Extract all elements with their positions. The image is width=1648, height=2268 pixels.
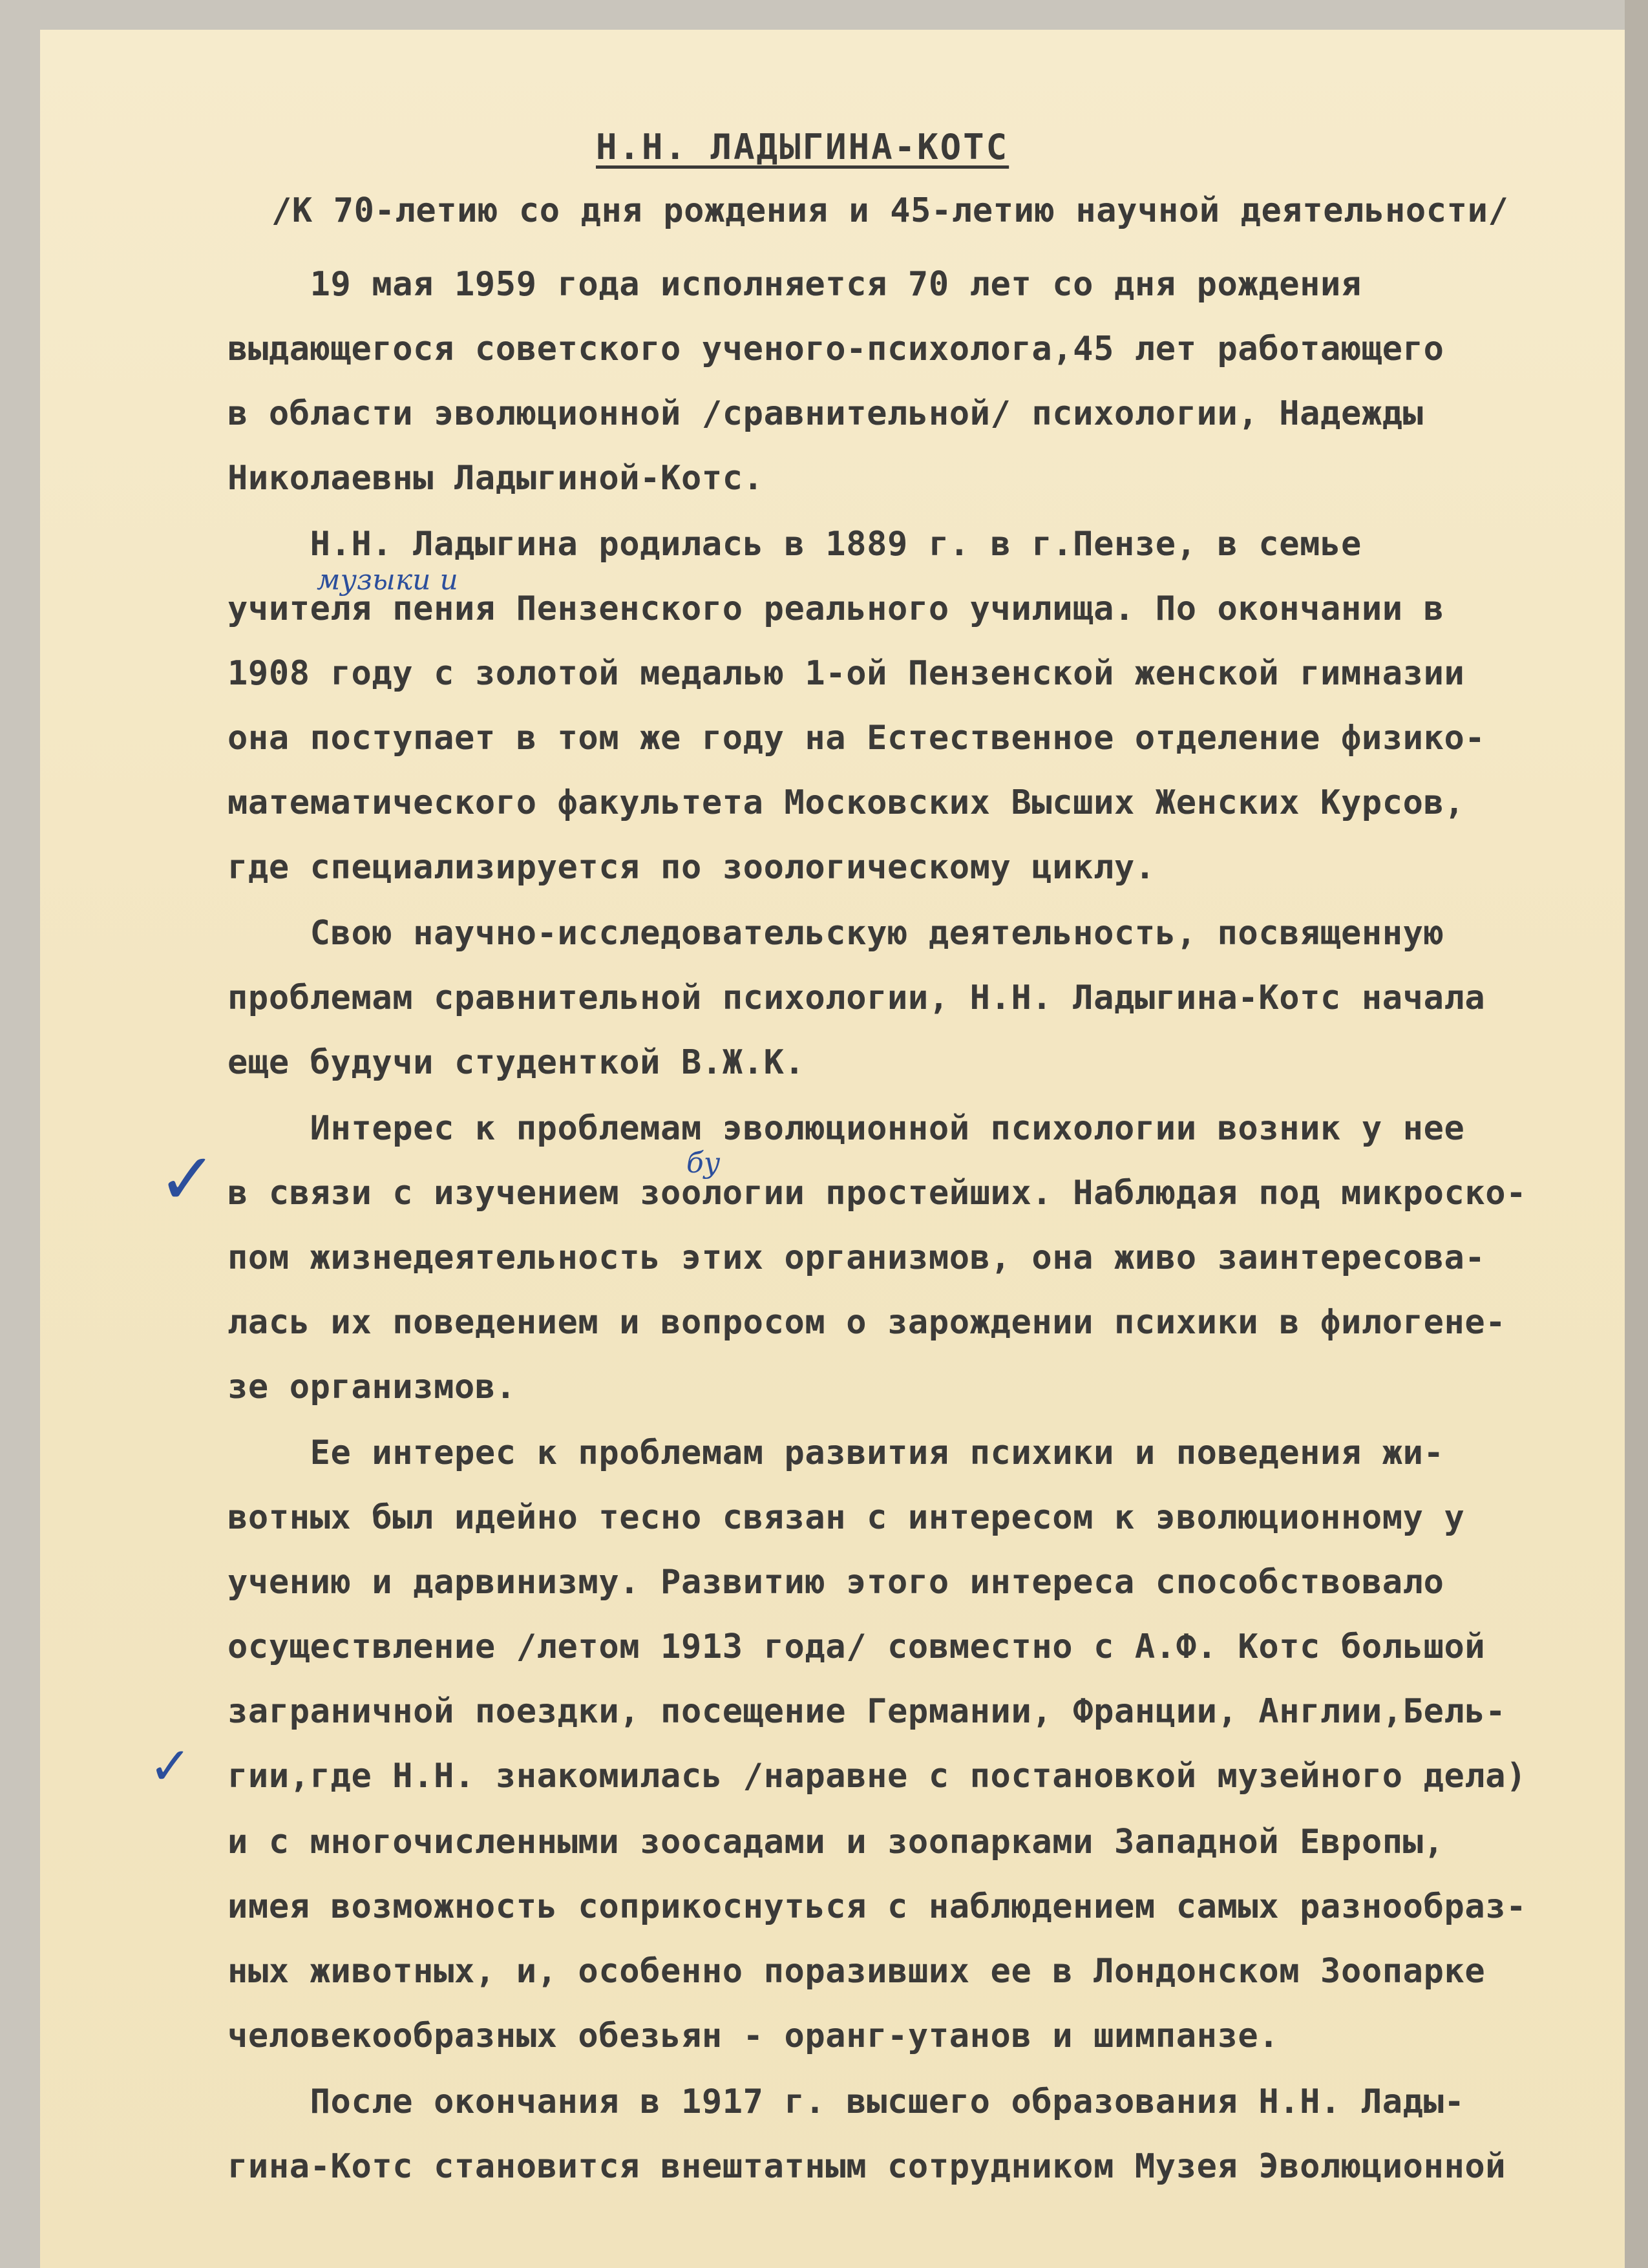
- text-line: Ее интерес к проблемам развития психики и поведения жи-: [227, 1434, 1444, 1472]
- text-line: лась их поведением и вопросом о зарождении психики в филогене-: [227, 1303, 1506, 1342]
- text-line: математического факультета Московских Высших Женских Курсов,: [227, 783, 1465, 822]
- handwritten-correction: бу: [686, 1147, 721, 1180]
- text-line: ных животных, и, особенно поразивших ее в Лондонском Зоопарке: [227, 1952, 1486, 1991]
- text-line: Н.Н. Ладыгина родилась в 1889 г. в г.Пензе, в семье: [227, 525, 1362, 564]
- text-line: она поступает в том же году на Естественное отделение физико-: [227, 719, 1486, 758]
- text-line: пом жизнедеятельность этих организмов, она живо заинтересова-: [227, 1238, 1486, 1277]
- text-line: учению и дарвинизму. Развитию этого интереса способствовало: [227, 1563, 1444, 1602]
- text-line: 19 мая 1959 года исполняется 70 лет со дня рождения: [227, 265, 1362, 304]
- document-page: [40, 30, 1625, 2268]
- scan-edge: [1625, 0, 1648, 2268]
- text-line: гина-Котс становится внештатным сотрудником Музея Эволюционной: [227, 2147, 1506, 2186]
- text-line: Николаевны Ладыгиной-Котс.: [227, 459, 764, 498]
- text-line: в связи с изучением зоологии простейших. Наблюдая под микроско-: [227, 1174, 1527, 1213]
- text-line: зе организмов.: [227, 1368, 516, 1406]
- text-line: и с многочисленными зоосадами и зоопарками Западной Европы,: [227, 1823, 1444, 1861]
- text-line: осуществление /летом 1913 года/ совместно с А.Ф. Котс большой: [227, 1627, 1486, 1666]
- document-subtitle: /К 70-летию со дня рождения и 45-летию научной деятельности/: [271, 191, 1509, 230]
- checkmark-icon: ✓: [149, 1736, 193, 1796]
- text-line: 1908 году с золотой медалью 1-ой Пензенской женской гимназии: [227, 654, 1465, 693]
- text-line: вотных был идейно тесно связан с интересом к эволюционному у: [227, 1498, 1465, 1537]
- text-line: еще будучи студенткой В.Ж.К.: [227, 1043, 805, 1082]
- text-line: Интерес к проблемам эволюционной психологии возник у нее: [227, 1109, 1465, 1148]
- text-line: После окончания в 1917 г. высшего образования Н.Н. Лады-: [227, 2083, 1465, 2121]
- document-title: Н.Н. ЛАДЫГИНА-КОТС: [596, 127, 1009, 167]
- text-line: Свою научно-исследовательскую деятельность, посвященную: [227, 914, 1444, 953]
- text-line: где специализируется по зоологическому циклу.: [227, 848, 1156, 887]
- text-line: человекообразных обезьян - оранг-утанов и шимпанзе.: [227, 2017, 1280, 2055]
- text-line: в области эволюционной /сравнительной/ психологии, Надежды: [227, 394, 1424, 433]
- text-line: выдающегося советского ученого-психолога,45 лет работающего: [227, 330, 1444, 368]
- text-line: заграничной поездки, посещение Германии, Франции, Англии,Бель-: [227, 1692, 1506, 1731]
- handwritten-insert: музыки и: [317, 564, 458, 597]
- text-line: проблемам сравнительной психологии, Н.Н. Ладыгина-Котс начала: [227, 979, 1486, 1017]
- text-line: гии,где Н.Н. знакомилась /наравне с постановкой музейного дела): [227, 1757, 1527, 1796]
- text-line: имея возможность соприкоснуться с наблюдением самых разнообраз-: [227, 1887, 1527, 1926]
- text-line: учителя пения Пензенского реального училища. По окончании в: [227, 589, 1444, 628]
- checkmark-icon: ✓: [158, 1138, 218, 1220]
